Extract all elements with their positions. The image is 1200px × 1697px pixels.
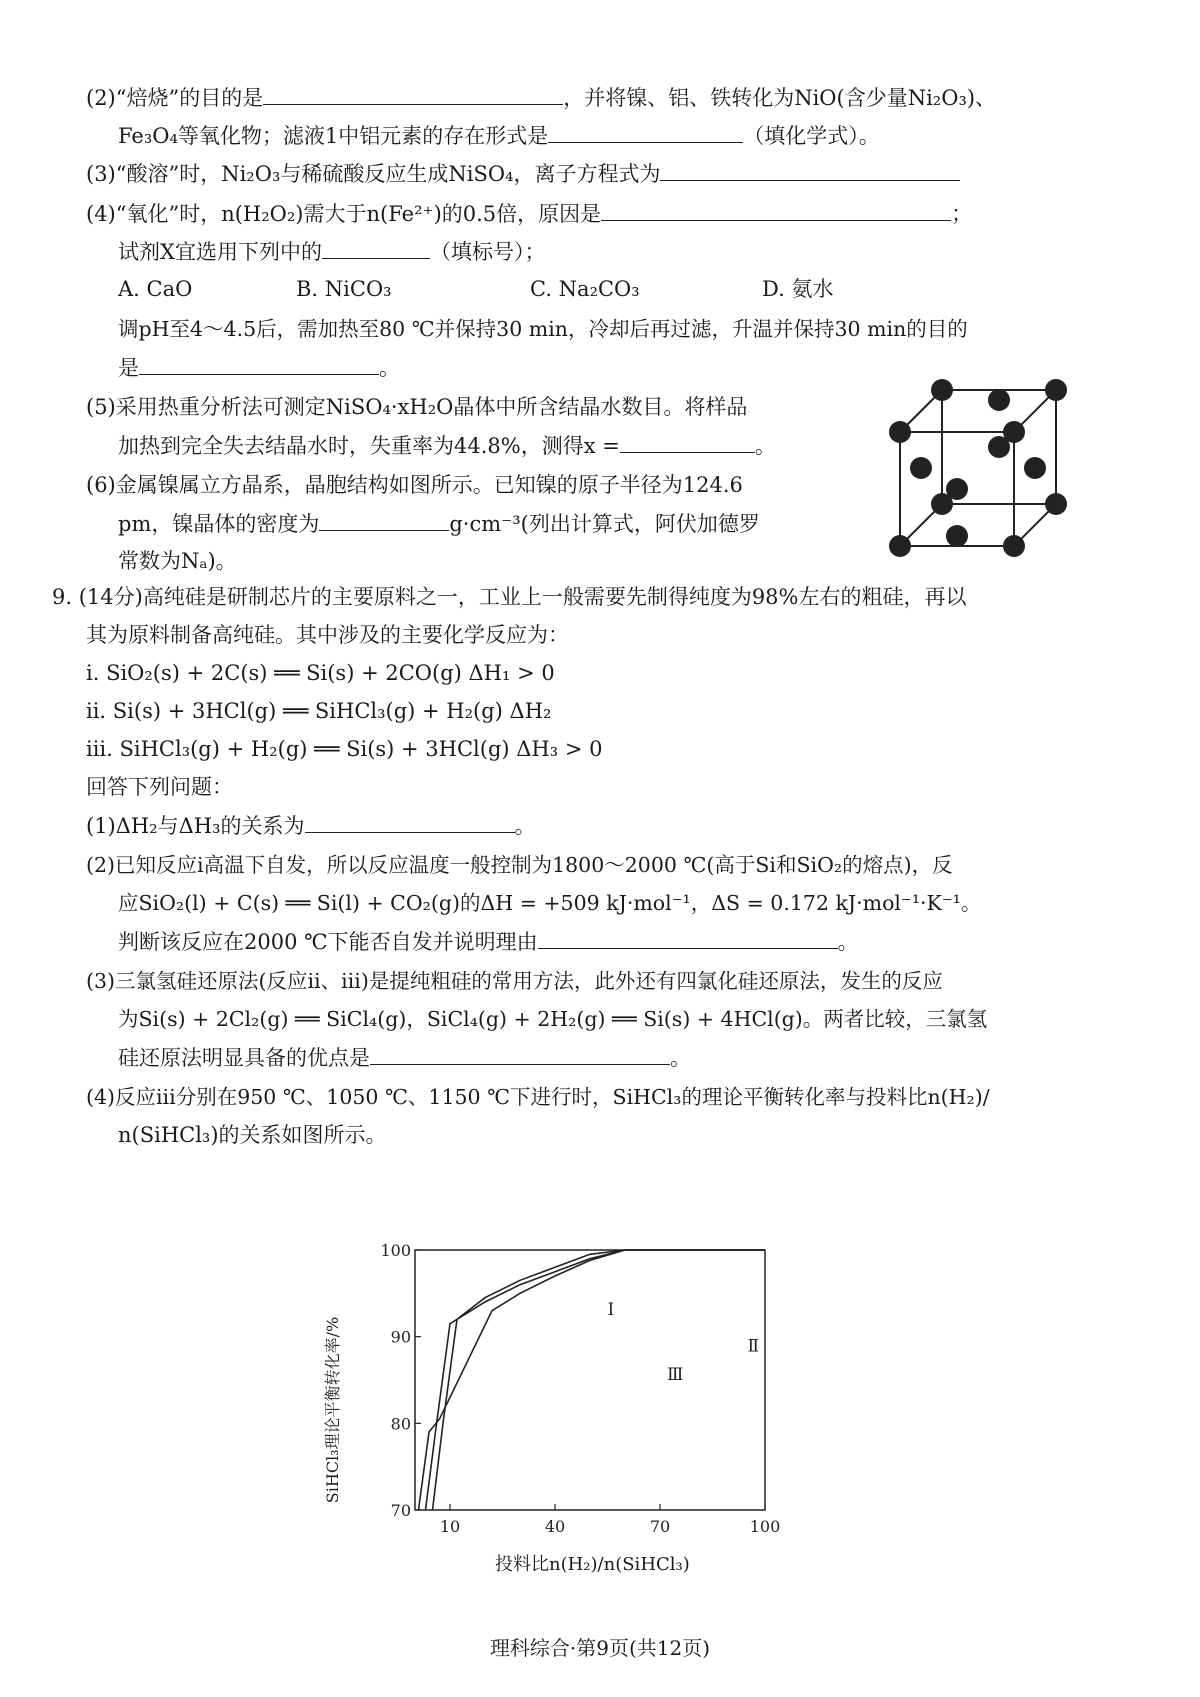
q8-part3-line	[86, 158, 960, 189]
q9-part3-line2: 为Si(s) + 2Cl₂(g) ══ SiCl₄(g)，SiCl₄(g) + 2H₂(g) ══ Si(s) + 4HCl(g)。两者比较，三氯氢	[118, 1007, 988, 1031]
corner-atom	[889, 535, 911, 557]
q8-part4-line5	[118, 352, 400, 383]
q9-ask: 回答下列问题：	[86, 775, 233, 799]
answer-blank-spontaneity[interactable]	[538, 926, 838, 949]
corner-atom	[889, 421, 911, 443]
q8-part4-text-b: ；	[951, 202, 973, 226]
answer-blank-aluminum-form[interactable]	[548, 120, 743, 143]
q9-part2-line1: (2)已知反应ⅰ高温下自发，所以反应温度一般控制为1800～2000 ℃(高于Si和SiO₂的熔点)，反	[86, 853, 953, 877]
series-label-1: Ⅰ	[607, 1300, 615, 1320]
q9-part3-end: 。	[670, 1046, 691, 1070]
q8-part6-line1: (6)金属镍属立方晶系，晶胞结构如图所示。已知镍的原子半径为124.6	[86, 473, 743, 497]
q8-part2-text-b: ，并将镍、铝、铁转化为NiO(含少量Ni₂O₃)、	[563, 86, 997, 110]
y-tick-label: 80	[390, 1414, 411, 1434]
x-tick-label: 100	[749, 1517, 781, 1536]
y-tick-label: 70	[390, 1501, 411, 1520]
q9-part3-line3	[118, 1042, 691, 1073]
q9-intro-line2: 其为原料制备高纯硅。其中涉及的主要化学反应为：	[86, 623, 569, 647]
q9-part2-text-c: 判断该反应在2000 ℃下能否自发并说明理由	[118, 930, 538, 954]
fcc-unit-cell-figure	[900, 390, 1060, 550]
answer-blank-reagent-x[interactable]	[322, 236, 430, 259]
q9-intro-line1: 9. (14分)高纯硅是研制芯片的主要原料之一，工业上一般需要先制得纯度为98%左右的粗硅，再以	[52, 585, 967, 609]
face-atom	[946, 478, 968, 500]
reaction-i: ⅰ. SiO₂(s) + 2C(s) ══ Si(s) + 2CO(g) ΔH₁ > 0	[86, 661, 555, 685]
q9-part2-end: 。	[837, 930, 859, 954]
corner-atom	[1045, 493, 1067, 515]
q8-part4-line2	[118, 236, 545, 267]
reaction-ii: ⅱ. Si(s) + 3HCl(g) ══ SiHCl₃(g) + H₂(g) ΔH₂	[86, 699, 552, 723]
x-tick-label: 10	[439, 1517, 461, 1536]
q8-part4-text-g: 。	[379, 356, 400, 380]
q9-part4-line2: n(SiHCl₃)的关系如图所示。	[118, 1123, 387, 1147]
conversion-chart	[380, 1240, 800, 1570]
q8-part5-line2	[118, 430, 776, 461]
q8-part2-text-a: (2)“焙烧”的目的是	[86, 86, 264, 110]
q8-part4-line1	[86, 198, 972, 229]
corner-atom	[1003, 535, 1025, 557]
q9-part3-line1: (3)三氯氢硅还原法(反应ⅱ、ⅲ)是提纯粗硅的常用方法，此外还有四氯化硅还原法，发生的反应	[86, 969, 943, 993]
q8-part2-line2	[118, 120, 880, 151]
series-line-3	[419, 1250, 766, 1510]
q8-part5-text-c: 。	[754, 434, 776, 458]
x-tick-label: 40	[544, 1517, 566, 1536]
series-label-3: Ⅲ	[667, 1365, 684, 1385]
plot-frame	[415, 1250, 765, 1510]
q8-part4-text-a: (4)“氧化”时，n(H₂O₂)需大于n(Fe²⁺)的0.5倍，原因是	[86, 202, 602, 226]
q9-part1-text: (1)ΔH₂与ΔH₃的关系为	[86, 814, 305, 838]
answer-blank-roast-purpose[interactable]	[263, 82, 563, 105]
option-d: D. 氨水	[762, 277, 834, 301]
q8-part2-text-c: Fe₃O₄等氧化物；滤液1中铝元素的存在形式是	[118, 124, 549, 148]
option-a: A. CaO	[118, 277, 193, 301]
q9-part4-line1: (4)反应ⅲ分别在950 ℃、1050 ℃、1150 ℃下进行时，SiHCl₃的理论平衡转化率与投料比n(H₂)/	[86, 1085, 990, 1109]
answer-blank-x-value[interactable]	[620, 430, 755, 453]
face-atom	[1024, 457, 1046, 479]
q8-part2-text-d: （填化学式）。	[743, 124, 880, 148]
face-atom	[946, 525, 968, 547]
option-b: B. NiCO₃	[296, 277, 392, 301]
option-c: C. Na₂CO₃	[530, 277, 640, 301]
q8-part6-text-c: g·cm⁻³(列出计算式，阿伏加德罗	[449, 512, 760, 536]
y-tick-label: 90	[390, 1327, 411, 1347]
series-line-2	[426, 1250, 766, 1510]
q8-part5-line1: (5)采用热重分析法可测定NiSO₄·xH₂O晶体中所含结晶水数目。将样品	[86, 395, 748, 419]
x-tick-label: 70	[649, 1517, 671, 1536]
q8-part4-text-d: （填标号）；	[429, 240, 546, 264]
q9-part1-line	[86, 810, 536, 841]
plot-area	[380, 1241, 780, 1536]
q9-part1-end: 。	[514, 814, 536, 838]
y-axis-title: SiHCl₃理论平衡转化率/%	[323, 1316, 343, 1504]
x-axis-title: 投料比n(H₂)/n(SiHCl₃)	[495, 1554, 690, 1575]
answer-blank-dh-relation[interactable]	[305, 810, 515, 833]
q8-part5-text-b: 加热到完全失去结晶水时，失重率为44.8%，测得x =	[118, 434, 620, 458]
face-atom	[988, 436, 1010, 458]
q8-part2-line1	[86, 82, 996, 113]
q8-part3-text: (3)“酸溶”时，Ni₂O₃与稀硫酸反应生成NiSO₄，离子方程式为	[86, 162, 661, 186]
q8-part6-line3: 常数为Nₐ)。	[118, 549, 237, 573]
corner-atom	[931, 379, 953, 401]
corner-atom	[1045, 379, 1067, 401]
q9-part2-line3	[118, 926, 859, 957]
answer-blank-oxidation-reason[interactable]	[601, 198, 951, 221]
page-footer: 理科综合·第9页(共12页)	[489, 1636, 711, 1660]
face-atom	[988, 389, 1010, 411]
q8-part6-line2	[118, 508, 760, 539]
q8-part4-line4: 调pH至4～4.5后，需加热至80 ℃并保持30 min，冷却后再过滤，升温并保持30 min的目的	[118, 317, 968, 341]
reaction-iii: ⅲ. SiHCl₃(g) + H₂(g) ══ Si(s) + 3HCl(g) ΔH₃ > 0	[86, 737, 603, 761]
q8-part4-text-c: 试剂X宜选用下列中的	[118, 240, 322, 264]
answer-blank-density[interactable]	[319, 508, 449, 531]
q9-part3-text-c: 硅还原法明显具备的优点是	[118, 1046, 370, 1070]
q8-part6-text-b: pm，镍晶体的密度为	[118, 512, 320, 536]
answer-blank-ionic-equation[interactable]	[660, 158, 960, 181]
q9-part2-line2: 应SiO₂(l) + C(s) ══ Si(l) + CO₂(g)的ΔH = +509 kJ·mol⁻¹，ΔS = 0.172 kJ·mol⁻¹·K⁻¹。	[118, 891, 982, 915]
series-line-1	[433, 1250, 766, 1510]
face-atom	[910, 457, 932, 479]
q8-part4-text-f: 是	[118, 356, 139, 380]
series-label-2: Ⅱ	[747, 1336, 760, 1357]
y-tick-label: 100	[380, 1241, 411, 1260]
answer-blank-heating-purpose[interactable]	[139, 352, 379, 375]
answer-blank-advantage[interactable]	[370, 1042, 670, 1065]
